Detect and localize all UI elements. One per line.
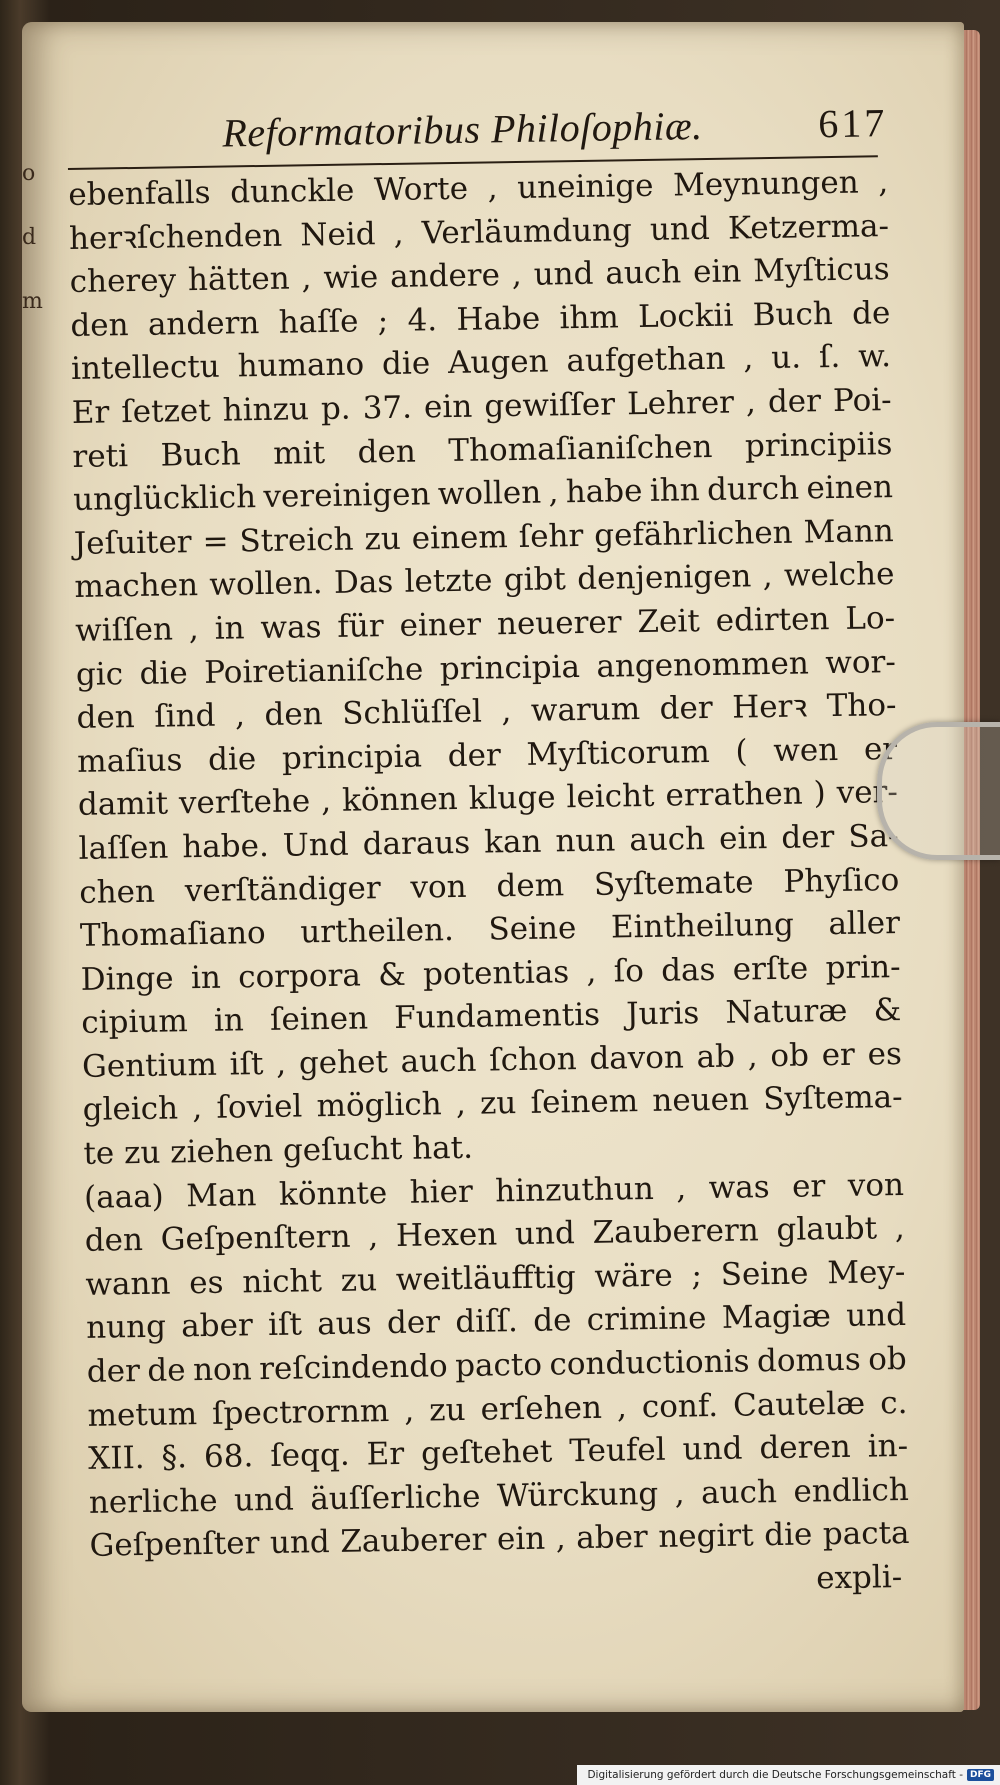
word: Zeit (637, 603, 701, 641)
word: zu (479, 1085, 517, 1123)
word: vereinigen (263, 476, 431, 516)
word: der (447, 736, 502, 774)
word: & (873, 992, 902, 1029)
word: iſt (267, 1306, 303, 1344)
word: gic (75, 655, 124, 693)
word: Syſtema- (762, 1079, 903, 1118)
word: , (743, 340, 754, 377)
word: neuerer (496, 604, 622, 643)
word: letzte (404, 562, 493, 601)
word: metum (87, 1395, 198, 1434)
word: den (70, 306, 129, 344)
word: angenommen (596, 644, 810, 685)
word: corpora (237, 957, 362, 996)
word: cipium (81, 1003, 189, 1042)
word: Meynungen (672, 164, 859, 204)
word: , (747, 1038, 758, 1075)
word: der (386, 1304, 441, 1342)
word: Hexen (395, 1216, 498, 1255)
word: kluge (468, 779, 556, 818)
word: Thomaſiano (79, 915, 266, 954)
word: urtheilen. (300, 912, 455, 951)
word: von (410, 868, 467, 906)
word: Augen (447, 343, 549, 382)
word: ihn (649, 472, 700, 510)
word: wiſſen (74, 611, 174, 649)
word: , (501, 693, 512, 730)
word: damit (77, 785, 169, 824)
word: in- (867, 1428, 909, 1465)
word: deren (759, 1429, 852, 1467)
word: Sa- (848, 817, 899, 855)
word: cherey (69, 262, 177, 301)
word: crimine (586, 1300, 707, 1339)
word: die (139, 654, 188, 692)
word: ob (867, 1340, 908, 1378)
word: edirten (715, 601, 830, 639)
word: Thomaſianiſchen (448, 428, 713, 469)
word: Eintheilung (610, 906, 795, 946)
word: und (682, 1430, 743, 1468)
word: domus (756, 1341, 862, 1380)
word: chen (79, 873, 156, 911)
fragment-letter: d (22, 225, 37, 250)
word: Er (366, 1436, 405, 1473)
word: , (487, 170, 498, 207)
word: ſchon (488, 1040, 577, 1079)
word: Fundamentis (393, 997, 601, 1037)
word: in (190, 959, 222, 996)
fragment-letter: m (22, 289, 43, 314)
word: , (455, 1086, 467, 1123)
word: ver- (836, 774, 899, 812)
word: geſtehet (420, 1433, 553, 1472)
word: Geſpenſter (89, 1525, 260, 1565)
word: und (269, 1524, 331, 1562)
word: und (649, 210, 711, 248)
word: wäre (594, 1257, 673, 1295)
word: Und (282, 826, 349, 864)
word: nerliche (88, 1482, 218, 1521)
dfg-logo: DFG (967, 1769, 994, 1781)
page-number: 617 (817, 100, 888, 147)
word: warum (530, 691, 641, 729)
word: einer (399, 606, 482, 644)
word: ( (735, 733, 748, 770)
word: könnte (278, 1174, 388, 1213)
word: verſtändiger (184, 869, 381, 909)
word: Gentium (81, 1046, 218, 1085)
word: , (192, 1090, 203, 1127)
word: wollen (437, 474, 542, 513)
word: ſoviel (216, 1088, 303, 1127)
word: für (337, 608, 384, 645)
word: herꝛſchenden (68, 217, 283, 257)
word: u. (770, 339, 802, 377)
word: humano (237, 346, 365, 385)
word: Lockii (637, 297, 734, 335)
word: auch (400, 1042, 477, 1080)
word: ſeinem (530, 1083, 639, 1122)
word: ſeqq. (270, 1436, 350, 1475)
word: auch (605, 254, 682, 292)
word: neuen (652, 1081, 750, 1120)
running-title: Reformatoribus Philoſophiæ. (222, 103, 703, 156)
word: Zauberern (592, 1212, 759, 1252)
word: Ketzerma- (727, 207, 890, 247)
word: principiis (744, 425, 893, 464)
word: , (674, 1475, 685, 1512)
word: principia (439, 648, 581, 687)
word: ; (377, 302, 389, 339)
word: äuſſerliche (310, 1478, 481, 1518)
word: & (377, 956, 407, 993)
word: zu (364, 520, 402, 558)
word: Seine (488, 910, 577, 948)
word: Jeſuiter (73, 523, 192, 562)
word: (aaa) (83, 1178, 165, 1216)
word: der (86, 1353, 141, 1390)
word: weitläufftig (395, 1259, 576, 1298)
book-page (22, 22, 964, 1712)
word: Schlüſſel (341, 693, 483, 732)
word: Er (71, 394, 110, 431)
word: , (511, 257, 523, 294)
word: Würckung (496, 1475, 659, 1515)
word: wor- (825, 643, 897, 681)
word: hinzu (222, 391, 310, 429)
word: gefährlichen (593, 514, 793, 554)
word: Cautelæ (732, 1385, 866, 1424)
word: ihm (559, 299, 620, 337)
word: hätten (187, 260, 290, 299)
word: wen (773, 731, 839, 769)
word: §. (161, 1439, 188, 1476)
word: es (188, 1264, 224, 1302)
word: ob (770, 1037, 810, 1074)
text-block (67, 95, 911, 1612)
word: w. (857, 338, 892, 375)
word: , (301, 260, 312, 297)
word: ſind (154, 697, 216, 735)
word: Man (185, 1176, 257, 1214)
word: ) (813, 775, 826, 812)
word: und (533, 255, 594, 293)
word: Buch (752, 295, 834, 334)
word: hier (409, 1173, 474, 1211)
word: pacta (822, 1515, 910, 1553)
word: in (213, 1002, 245, 1040)
word: reſcindendo (258, 1348, 448, 1388)
catchword: expli- (815, 1559, 903, 1597)
word: möglich (316, 1086, 442, 1125)
body-text (68, 161, 910, 1569)
previous-page-fragment (22, 142, 44, 472)
word: , (275, 1045, 287, 1082)
word: ein (423, 388, 473, 426)
word: Das (333, 564, 394, 602)
word: XII. (87, 1440, 145, 1478)
word: und (233, 1481, 295, 1519)
word: maſius (76, 741, 183, 780)
word: p. (320, 390, 351, 428)
word: endlich (793, 1471, 910, 1510)
word: aber (575, 1519, 649, 1557)
word: gewiſſer (484, 386, 616, 425)
word: iſt (229, 1045, 264, 1083)
word: , (616, 1388, 628, 1426)
word: was (260, 609, 322, 646)
word: , (188, 610, 200, 648)
word: , (555, 1520, 566, 1557)
word: zu (428, 1391, 466, 1429)
word: potentias (422, 953, 570, 993)
word: nung (85, 1309, 167, 1347)
word: ; (691, 1257, 703, 1294)
word: zu (340, 1262, 378, 1299)
word: der (781, 818, 835, 856)
word: wie (323, 259, 379, 297)
word: ein (718, 819, 768, 857)
word: es (867, 1035, 903, 1073)
word: Seine (720, 1255, 809, 1293)
word: Buch (160, 435, 241, 474)
word: aber (180, 1307, 254, 1345)
word: Lo- (845, 599, 896, 637)
word: einen (806, 469, 894, 507)
word: Naturæ (725, 993, 848, 1032)
word: dem (496, 866, 565, 904)
word: gehet (298, 1043, 389, 1082)
word: 68. (203, 1438, 254, 1476)
word: , (675, 1170, 687, 1207)
word: der (659, 690, 713, 727)
word: haſſe (278, 303, 359, 341)
word: errathen (665, 775, 803, 814)
digitization-banner (577, 1765, 1000, 1785)
word: auch (629, 820, 706, 859)
text-line: te zu ziehen geſucht hat. (83, 1129, 474, 1172)
word: er (821, 1036, 856, 1074)
word: , (745, 384, 757, 421)
word: Phyſico (783, 861, 900, 900)
word: in (214, 610, 245, 647)
word: können (341, 781, 459, 820)
word: de (851, 294, 891, 332)
word: glaubt (776, 1210, 878, 1249)
word: leicht (566, 778, 655, 816)
word: reti (72, 437, 129, 475)
word: welche (783, 556, 895, 595)
word: erſehen (480, 1389, 603, 1428)
word: Poiretianiſche (203, 651, 424, 691)
word: verſtehe (178, 783, 311, 822)
word: ein (496, 1521, 546, 1558)
word: die (207, 740, 257, 778)
word: , (320, 783, 332, 820)
word: ebenfalls (68, 174, 211, 213)
word: , (393, 215, 404, 252)
word: Herꝛ (731, 688, 808, 726)
fragment-letter: o (22, 161, 36, 186)
word: davon (589, 1039, 685, 1077)
word: Myſticus (752, 251, 890, 290)
word: laſſen (78, 829, 169, 867)
word: Streich (239, 521, 354, 560)
word: das (660, 951, 716, 989)
word: prin- (825, 948, 901, 986)
word: Mey- (827, 1253, 906, 1292)
word: durch (706, 470, 800, 509)
word: ſ. (818, 339, 841, 376)
word: Syſtemate (593, 863, 754, 903)
word: ſo (613, 952, 645, 990)
word: hinzuthun (494, 1170, 655, 1210)
word: = (202, 523, 229, 560)
word: ab (696, 1038, 736, 1076)
word: und (514, 1215, 576, 1253)
word: Teufel (569, 1431, 666, 1470)
word: und (845, 1297, 907, 1335)
word: 37. (362, 389, 413, 427)
word: denjenigen (576, 558, 752, 598)
word: unglücklich (72, 479, 257, 519)
word: kan (483, 823, 542, 861)
word: den (76, 699, 136, 737)
word: , (368, 1218, 379, 1255)
word: diſſ. (455, 1303, 519, 1341)
word: conductionis (549, 1343, 750, 1383)
word: Dinge (80, 960, 174, 998)
word: Magiæ (721, 1298, 832, 1337)
word: gleich (82, 1090, 179, 1129)
word: machen (74, 567, 199, 606)
word: auch (700, 1473, 778, 1512)
word: gibt (503, 561, 567, 599)
word: dunckle (229, 172, 355, 211)
word: uneinige (516, 167, 654, 206)
word: principia (281, 738, 423, 777)
word: , (762, 558, 773, 595)
word: die (763, 1516, 813, 1554)
word: negirt (658, 1517, 754, 1556)
word: , (894, 1210, 905, 1247)
word: 4. (407, 301, 438, 339)
word: Zauberer (340, 1521, 487, 1561)
word: , (234, 697, 246, 734)
word: habe (565, 473, 643, 511)
word: nun (555, 822, 616, 860)
word: non (192, 1351, 252, 1389)
word: habe. (181, 827, 270, 866)
word: Geſpenſtern (160, 1218, 351, 1258)
word: wollen. (209, 565, 323, 604)
word: ſpectrornm (211, 1392, 390, 1432)
word: einem (411, 518, 509, 557)
word: ſehr (518, 517, 584, 555)
word: wann (85, 1265, 171, 1303)
word: den (357, 433, 417, 471)
word: aller (828, 905, 901, 943)
word: erſte (732, 950, 809, 988)
word: Verläumdung (421, 211, 633, 252)
word: aufgethan (566, 341, 726, 380)
funding-notice: Digitalisierung gefördert durch die Deutsche Forschungsgemeinschaft - (587, 1769, 963, 1781)
word: den (84, 1222, 144, 1260)
word: nicht (241, 1262, 323, 1301)
word: Habe (456, 300, 541, 338)
word: Neid (300, 215, 376, 253)
word: andere (389, 257, 501, 296)
word: er (863, 730, 898, 768)
word: die (381, 345, 431, 383)
word: der (767, 383, 822, 420)
word: intellectu (70, 349, 221, 388)
word: , (548, 474, 559, 511)
word: Myſticorum (526, 733, 711, 773)
word: , (404, 1392, 415, 1429)
page-clip (877, 722, 1000, 860)
word: ſetzet (121, 392, 211, 431)
word: Tho- (826, 687, 897, 725)
running-head (67, 95, 888, 168)
word: conf. (641, 1387, 719, 1425)
word: daraus (362, 824, 471, 863)
word: er (791, 1167, 826, 1205)
word: ein (692, 253, 742, 291)
word: de (532, 1302, 572, 1340)
word: Mann (803, 512, 894, 551)
word: Worte (373, 170, 469, 209)
word: , (878, 164, 889, 201)
word: was (708, 1168, 770, 1206)
word: de (147, 1352, 186, 1389)
word: , (586, 953, 597, 990)
word: Lehrer (626, 384, 735, 423)
word: mit (272, 434, 326, 472)
word: Poi- (832, 382, 892, 419)
word: ſeinen (269, 1000, 369, 1039)
word: Juris (625, 995, 700, 1033)
word: pacto (454, 1346, 543, 1385)
word: den (264, 696, 323, 734)
word: aus (316, 1305, 372, 1343)
word: c. (879, 1384, 908, 1422)
word: andern (147, 304, 260, 343)
word: von (847, 1166, 905, 1204)
